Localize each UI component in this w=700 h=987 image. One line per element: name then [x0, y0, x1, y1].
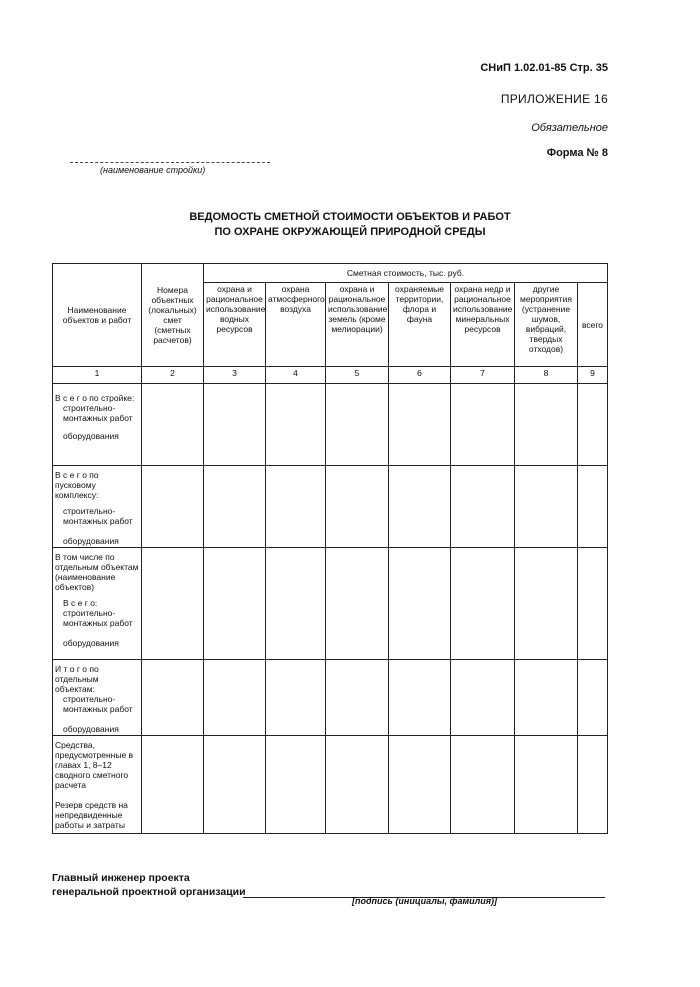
signature-caption: [подпись (инициалы, фамилия)] — [352, 896, 498, 906]
estimate-table — [52, 263, 608, 834]
column-number-row: 1 2 3 4 5 6 7 8 9 — [53, 367, 608, 384]
header-estimated-cost: Сметная стоимость, тыс. руб. — [204, 264, 608, 283]
row-label: Резерв средств на непредвиденные работы и затраты — [55, 800, 128, 830]
row-label: оборудования — [63, 431, 119, 441]
row-label: Средства, предусмотренные в главах 1, 8–12 сводного сметного расчета — [55, 740, 134, 790]
header-air: охрана атмосферного воздуха — [266, 283, 326, 367]
row-label: В с е г о: — [63, 598, 98, 608]
row-label: оборудования — [63, 638, 119, 648]
row-label: В с е г о по пусковому комплексу: — [55, 470, 99, 500]
title-line-1: ВЕДОМОСТЬ СМЕТНОЙ СТОИМОСТИ ОБЪЕКТОВ И РАБОТ — [189, 211, 511, 223]
table-row — [53, 548, 608, 660]
row-label: строительно-монтажных работ — [63, 403, 133, 423]
header-total: всего — [578, 283, 608, 367]
row-label: строительно-монтажных работ — [63, 506, 133, 526]
header-territories: охраняемые территории, флора и фауна — [389, 283, 451, 367]
header-water: охрана и рациональное использование водных ресурсов — [204, 283, 266, 367]
form-number: Форма № 8 — [546, 147, 608, 159]
row-label: И т о г о по отдельным объектам: — [55, 664, 99, 694]
header-land: охрана и рациональное использование земель (кроме мелиорации) — [326, 283, 389, 367]
row-label: В с е г о по стройке: — [55, 393, 135, 403]
table-row — [53, 384, 608, 466]
signature-title-line-1: Главный инженер проекта — [52, 872, 190, 884]
table-row — [53, 466, 608, 548]
header-subsoil: охрана недр и рациональное использование минеральных ресурсов — [451, 283, 515, 367]
row-label: В том числе по отдельным объектам (наименование объектов) — [55, 552, 139, 592]
document-code: СНиП 1.02.01-85 Стр. 35 — [480, 62, 608, 74]
header-other: другие мероприятия (устранение шумов, вибраций, твердых отходов) — [515, 283, 578, 367]
row-label: оборудования — [63, 536, 119, 546]
mandatory-label: Обязательное — [531, 122, 608, 134]
site-name-caption: (наименование стройки) — [100, 165, 206, 175]
appendix-label: ПРИЛОЖЕНИЕ 16 — [500, 92, 608, 106]
row-label: строительно-монтажных работ — [63, 694, 133, 714]
header-numbers-column: Номера объектных (локальных) смет (сметных расчетов) — [142, 264, 204, 367]
row-label: оборудования — [63, 724, 119, 734]
document-title — [0, 210, 700, 240]
title-line-2: ПО ОХРАНЕ ОКРУЖАЮЩЕЙ ПРИРОДНОЙ СРЕДЫ — [214, 226, 486, 238]
row-label: строительно-монтажных работ — [63, 608, 133, 628]
table-row — [53, 660, 608, 736]
header-name-column: Наименование объектов и работ — [53, 264, 142, 367]
signature-title-line-2: генеральной проектной организации — [52, 886, 246, 898]
table-row — [53, 736, 608, 834]
site-name-line — [70, 162, 270, 163]
